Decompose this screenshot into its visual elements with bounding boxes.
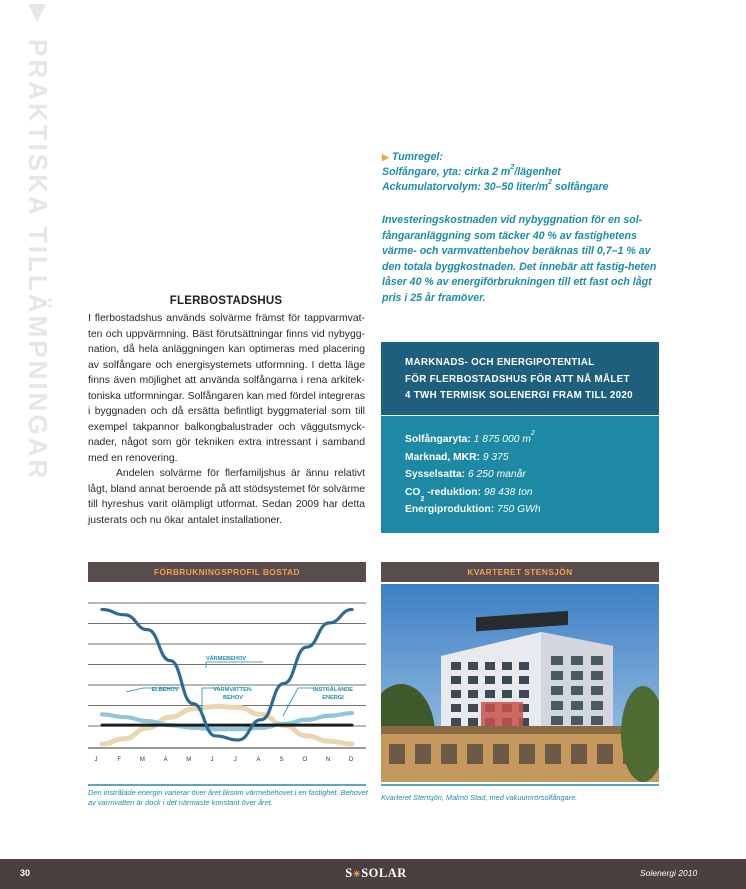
window xyxy=(591,656,603,665)
window xyxy=(571,716,583,725)
window xyxy=(519,676,529,684)
photo-caption: Kvarteret Stensjön, Malmö Stad, med vakuumrörsolfångare. xyxy=(381,793,578,802)
tip-line-2-tail: solfångare xyxy=(551,181,609,193)
stat-energy-value: 750 GWh xyxy=(494,504,541,515)
chart-caption: Den instrålade energin varierar över året liksom värmebehovet i en fastighet. Behovet av varmvatten är dock i det närmaste konstant över året. xyxy=(88,788,368,807)
window xyxy=(551,716,563,725)
tip-line-1 xyxy=(382,165,672,180)
lower-window xyxy=(571,744,587,764)
article-title: FLERBOSTADSHUS xyxy=(169,295,283,307)
chart-caption-rule xyxy=(88,784,366,786)
stat-co2-label-a: CO xyxy=(405,486,421,498)
triangle-icon: ▶ xyxy=(382,152,389,162)
x-tick-label: A xyxy=(256,757,261,763)
tip-line-1-sup: 2 xyxy=(510,164,515,171)
window xyxy=(571,701,583,710)
sun-icon: ☀ xyxy=(352,869,362,879)
window xyxy=(468,690,478,698)
x-tick-label: S xyxy=(279,757,284,763)
x-tick-label: J xyxy=(94,757,98,763)
stat-market xyxy=(405,449,659,467)
window xyxy=(571,686,583,695)
lower-window xyxy=(493,744,509,764)
tip-line-2-sup: 2 xyxy=(548,179,552,186)
brand-logo: S☀SOLAR xyxy=(345,866,407,880)
x-tick-label: D xyxy=(349,757,354,763)
chart-series xyxy=(102,609,352,744)
window xyxy=(519,662,529,670)
window xyxy=(468,718,478,726)
stat-energy xyxy=(405,501,659,519)
label-solar-2: ENERGI xyxy=(322,695,344,701)
window xyxy=(485,676,495,684)
label-hotwater-1: VARMVATTEN- xyxy=(213,687,253,693)
stat-area-value: 1 875 000 m xyxy=(470,434,531,445)
side-tab-arrow-icon xyxy=(28,4,46,22)
window xyxy=(591,671,603,680)
article-paragraph-2: Andelen solvärme för flerfamiljshus är ännu relativt lågt, bland annat beroende på att stödsystemet för solvärme till hyreshus varit olämpligt utformat. Sedan 2009 har detta justerats och nu ökar antalet installationer. xyxy=(88,468,365,526)
stat-energy-label: Energiproduktion: xyxy=(405,504,495,515)
series-line-elec xyxy=(102,713,352,729)
label-heat: VÄRMEBEHOV xyxy=(205,656,247,662)
stat-market-label: Marknad, MKR: xyxy=(405,451,480,463)
window xyxy=(468,662,478,670)
stat-jobs xyxy=(405,466,659,484)
publication-name: Solenergi 2010 xyxy=(640,868,698,878)
stat-jobs-value: 6 250 manår xyxy=(465,469,526,480)
lower-window xyxy=(519,744,535,764)
window xyxy=(451,690,461,698)
lower-window xyxy=(467,744,483,764)
tip-heading: Tumregel: xyxy=(391,151,443,163)
stat-co2 xyxy=(405,484,659,502)
stat-co2-label-b: -reduktion: xyxy=(424,486,481,498)
lower-building-roofline xyxy=(381,726,659,734)
window xyxy=(591,686,603,695)
window xyxy=(451,662,461,670)
stat-co2-value: 98 438 ton xyxy=(481,486,533,498)
potential-heading xyxy=(381,342,659,416)
tip-line-2-text: Ackumulatorvolym: 30–50 liter/m xyxy=(382,181,549,193)
page-number: 30 xyxy=(20,868,31,878)
window xyxy=(502,662,512,670)
x-tick-label: F xyxy=(117,757,122,763)
window xyxy=(591,701,603,710)
heat-leader-line xyxy=(206,662,263,668)
x-tick-label: A xyxy=(163,757,168,763)
window xyxy=(468,676,478,684)
tip-investment: Investeringskostnaden vid nybyggnation för en sol-fångaranläggning som täcker 40 % av fastighetens värme- och varmvattenbehov beräknas till 0,7–1 % av den totala byggkostnaden. Det innebär att fastig-heten låser 40 % av energiförbrukningen till ett fast och lågt pris i 25 år framöver. xyxy=(382,214,657,304)
tip-line-1-tail: /lägenhet xyxy=(514,166,561,178)
stat-area xyxy=(405,431,659,449)
x-tick-label: J xyxy=(210,757,214,763)
window xyxy=(502,676,512,684)
tip-line-2 xyxy=(382,180,672,195)
x-tick-label: N xyxy=(325,757,331,763)
lower-window xyxy=(389,744,405,764)
x-tick-label: O xyxy=(302,757,308,763)
photo-header: KVARTERET STENSJÖN xyxy=(381,562,659,582)
window xyxy=(451,718,461,726)
rule-of-thumb xyxy=(382,150,672,306)
solar-leader-line xyxy=(283,688,314,716)
window xyxy=(591,716,603,725)
window xyxy=(571,671,583,680)
potential-stats xyxy=(381,416,659,533)
window xyxy=(451,676,461,684)
potential-heading-line-1: MARKNADS- OCH ENERGIPOTENTIAL xyxy=(405,357,595,368)
x-tick-label: M xyxy=(186,757,192,763)
stat-area-label: Solfångaryta: xyxy=(405,434,471,445)
chart-header: FÖRBRUKNINGSPROFIL BOSTAD xyxy=(88,562,366,582)
lower-window xyxy=(597,744,613,764)
window xyxy=(502,690,512,698)
lower-window xyxy=(545,744,561,764)
window xyxy=(551,671,563,680)
x-tick-label: M xyxy=(139,757,145,763)
tip-line-1-text: Solfångare, yta: cirka 2 m xyxy=(382,166,511,178)
lower-window xyxy=(441,744,457,764)
window xyxy=(519,690,529,698)
building-photo xyxy=(381,584,659,782)
label-hotwater-2: BEHOV xyxy=(223,695,243,701)
window xyxy=(485,690,495,698)
side-tab-title: PRAKTISKA TILLÄMPNINGAR xyxy=(23,39,53,482)
window xyxy=(551,686,563,695)
footer xyxy=(0,859,746,889)
tip-heading-line xyxy=(382,150,672,165)
article-body xyxy=(88,311,365,528)
window xyxy=(485,662,495,670)
potential-heading-line-2: FÖR FLERBOSTADSHUS FÖR ATT NÅ MÅLET xyxy=(405,373,630,385)
label-elec: ELBEHOV xyxy=(151,687,179,693)
window xyxy=(551,701,563,710)
window xyxy=(571,656,583,665)
stat-jobs-label: Sysselsatta: xyxy=(405,469,466,480)
photo-caption-rule xyxy=(381,784,659,786)
label-solar-1: INSTRÅLANDE xyxy=(312,687,354,693)
stat-co2-sub: 2 xyxy=(420,496,425,503)
stat-area-sup: 2 xyxy=(530,430,535,437)
chart-x-ticks xyxy=(95,757,355,763)
x-tick-label: J xyxy=(233,757,237,763)
window xyxy=(551,656,563,665)
article-paragraph-1: I flerbostadshus används solvärme främst för tappvarmvat-ten och uppvärmning. Bäst förutsättningar finns vid nybygg-nation, då hela anläggningen kan optimeras med placering av solfångare och energisystemets utformning. I detta läge finns även möjlighet att använda solfångarna i rena arkitek-toniska utformningar. Solfångaren kan med fördel integreras i byggnaden och då ersätta befintligt byggmaterial som till exempel takpannor balkongbalustrader och väggutsmyck-nader, något som gör tekniken extra intressant i samband med en renovering. xyxy=(88,313,365,464)
window xyxy=(451,704,461,712)
window xyxy=(468,704,478,712)
lower-window xyxy=(415,744,431,764)
potential-heading-line-3: 4 TWH TERMISK SOLENERGI FRAM TILL 2020 xyxy=(405,390,633,401)
consumption-profile-chart xyxy=(88,584,366,782)
stat-market-value: 9 375 xyxy=(479,451,509,463)
